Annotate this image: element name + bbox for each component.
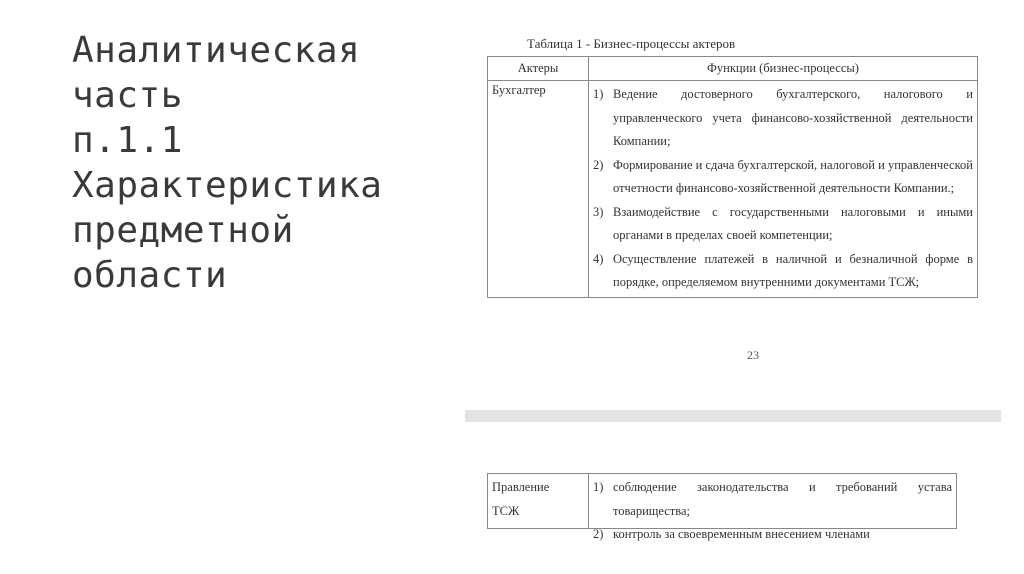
function-text: Ведение достоверного бухгалтерского, налогового и управленческого учета финансово-хозяйственной деятельности Компании; — [613, 87, 973, 148]
table-row — [488, 474, 957, 529]
table-header-row — [488, 57, 978, 81]
function-item — [593, 83, 973, 154]
function-text: Осуществление платежей в наличной и безналичной форме в порядке, определяемом внутренними документами ТСЖ; — [613, 251, 973, 289]
header-actors: Актеры — [488, 57, 589, 81]
function-text: соблюдение законодательства и требований устава товарищества; — [613, 480, 952, 518]
function-text: контроль за своевременным внесением членами — [613, 527, 870, 541]
function-number: 4) — [593, 251, 604, 266]
header-functions: Функции (бизнес-процессы) — [589, 57, 978, 81]
business-process-table — [487, 56, 978, 298]
function-item — [593, 523, 952, 547]
function-number: 3) — [593, 204, 604, 219]
function-item — [593, 476, 952, 523]
actor-cell — [488, 474, 589, 529]
function-number: 2) — [593, 527, 604, 541]
continued-table — [487, 473, 957, 541]
title-line: области — [72, 255, 228, 296]
function-item — [593, 248, 973, 295]
actor-line: ТСЖ — [492, 503, 520, 518]
function-number: 1) — [593, 480, 604, 494]
function-number: 1) — [593, 87, 604, 101]
slide-title — [72, 28, 452, 298]
function-number: 2) — [593, 157, 604, 172]
title-line: Характеристика — [72, 165, 383, 206]
title-line: предметной — [72, 210, 294, 251]
actor-cell: Бухгалтер — [488, 81, 589, 298]
table-row — [488, 81, 978, 298]
title-line: Аналитическая — [72, 30, 361, 71]
title-line: п.1.1 — [72, 120, 183, 161]
function-text: Формирование и сдача бухгалтерской, налоговой и управленческой отчетности финансово-хозяйственной деятельности Компании.; — [613, 157, 973, 195]
actor-line: Правление — [492, 480, 550, 494]
function-item — [593, 154, 973, 201]
functions-cell — [589, 474, 957, 541]
document-scan — [465, 30, 1001, 540]
functions-cell — [589, 81, 978, 298]
function-item — [593, 201, 973, 248]
page-separator — [465, 410, 1001, 422]
page-number: 23 — [747, 348, 759, 362]
title-line: часть — [72, 75, 183, 116]
table-caption: Таблица 1 - Бизнес-процессы актеров — [527, 36, 736, 51]
function-text: Взаимодействие с государственными налоговыми и иными органами в пределах своей компетенции; — [613, 204, 973, 242]
